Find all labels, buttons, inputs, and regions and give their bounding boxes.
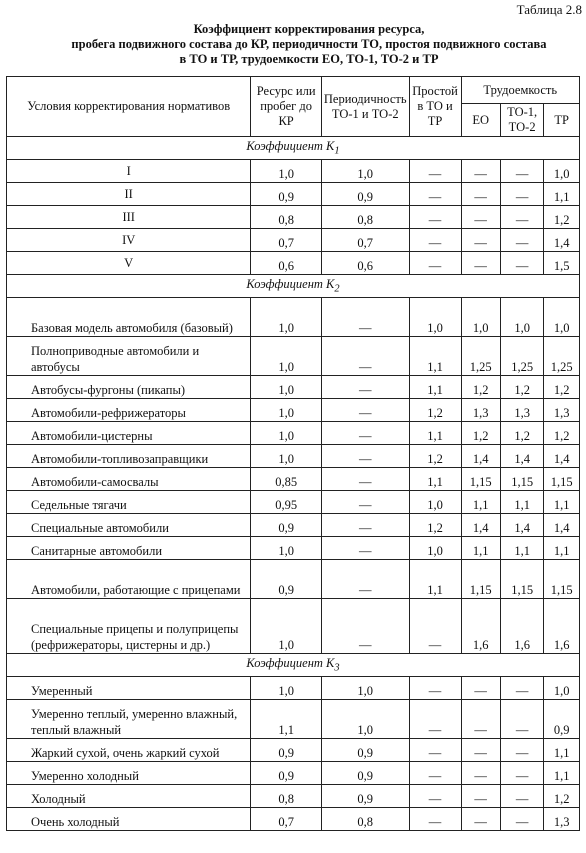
cell-tr: 1,2 — [544, 376, 580, 399]
cell-downtime: — — [409, 160, 461, 183]
header-downtime: Простой в ТО и ТР — [409, 77, 461, 137]
cell-downtime: — — [409, 229, 461, 252]
cell-tr: 1,1 — [544, 537, 580, 560]
row-label: Жаркий сухой, очень жаркий сухой — [7, 739, 251, 762]
cell-periodicity: 0,9 — [321, 762, 409, 785]
cell-to12: 1,25 — [500, 337, 544, 376]
table-row — [7, 677, 580, 700]
section-title: Коэффициент K — [246, 139, 335, 154]
cell-downtime: — — [409, 183, 461, 206]
cell-to12: 1,15 — [500, 468, 544, 491]
table-row — [7, 445, 580, 468]
cell-tr: 1,1 — [544, 739, 580, 762]
cell-to12: 1,4 — [500, 514, 544, 537]
cell-to12: — — [500, 785, 544, 808]
cell-downtime: — — [409, 677, 461, 700]
cell-downtime: 1,2 — [409, 514, 461, 537]
cell-eo: — — [461, 252, 500, 275]
cell-downtime: — — [409, 599, 461, 654]
table-row — [7, 206, 580, 229]
row-label: II — [7, 183, 251, 206]
cell-eo: 1,4 — [461, 514, 500, 537]
cell-tr: 0,9 — [544, 700, 580, 739]
cell-eo: 1,2 — [461, 376, 500, 399]
row-label: Автобусы-фургоны (пикапы) — [7, 376, 251, 399]
table-row — [7, 700, 580, 739]
cell-eo: 1,15 — [461, 560, 500, 599]
cell-to12: — — [500, 677, 544, 700]
table-row — [7, 298, 580, 337]
cell-periodicity: 0,6 — [321, 252, 409, 275]
header-eo: ЕО — [461, 104, 500, 137]
cell-resource: 0,9 — [251, 739, 322, 762]
table-row — [7, 337, 580, 376]
cell-resource: 1,0 — [251, 399, 322, 422]
cell-periodicity: 1,0 — [321, 677, 409, 700]
cell-tr: 1,2 — [544, 422, 580, 445]
cell-resource: 0,7 — [251, 229, 322, 252]
cell-periodicity: 0,9 — [321, 739, 409, 762]
cell-to12: — — [500, 183, 544, 206]
cell-downtime: — — [409, 762, 461, 785]
cell-to12: — — [500, 229, 544, 252]
cell-to12: 1,6 — [500, 599, 544, 654]
cell-downtime: 1,2 — [409, 399, 461, 422]
cell-downtime: — — [409, 739, 461, 762]
cell-downtime: 1,1 — [409, 422, 461, 445]
cell-eo: — — [461, 160, 500, 183]
cell-resource: 1,0 — [251, 298, 322, 337]
cell-resource: 0,85 — [251, 468, 322, 491]
cell-resource: 1,0 — [251, 677, 322, 700]
table-row — [7, 808, 580, 831]
cell-eo: 1,3 — [461, 399, 500, 422]
cell-tr: 1,3 — [544, 808, 580, 831]
cell-tr: 1,1 — [544, 491, 580, 514]
cell-periodicity: — — [321, 468, 409, 491]
cell-downtime: 1,1 — [409, 337, 461, 376]
row-label: I — [7, 160, 251, 183]
cell-to12: 1,2 — [500, 422, 544, 445]
coefficient-table — [6, 76, 580, 831]
section-title: Коэффициент K — [246, 277, 335, 292]
cell-periodicity: — — [321, 599, 409, 654]
cell-resource: 1,0 — [251, 537, 322, 560]
row-label: IV — [7, 229, 251, 252]
cell-tr: 1,4 — [544, 229, 580, 252]
cell-resource: 1,0 — [251, 160, 322, 183]
table-row — [7, 160, 580, 183]
section-subscript: 2 — [334, 283, 340, 295]
cell-resource: 0,9 — [251, 514, 322, 537]
row-label: Специальные прицепы и полуприцепы (рефрижераторы, цистерны и др.) — [7, 599, 251, 654]
table-row — [7, 599, 580, 654]
cell-eo: — — [461, 206, 500, 229]
cell-tr: 1,15 — [544, 468, 580, 491]
cell-eo: — — [461, 183, 500, 206]
cell-periodicity: — — [321, 422, 409, 445]
cell-downtime: 1,0 — [409, 298, 461, 337]
cell-periodicity: 0,7 — [321, 229, 409, 252]
row-label: Холодный — [7, 785, 251, 808]
cell-tr: 1,3 — [544, 399, 580, 422]
cell-downtime: 1,1 — [409, 468, 461, 491]
cell-resource: 0,9 — [251, 762, 322, 785]
table-row — [7, 537, 580, 560]
cell-resource: 0,8 — [251, 206, 322, 229]
table-row — [7, 252, 580, 275]
cell-tr: 1,6 — [544, 599, 580, 654]
cell-eo: 1,2 — [461, 422, 500, 445]
row-label: Специальные автомобили — [7, 514, 251, 537]
cell-downtime: — — [409, 206, 461, 229]
cell-to12: 1,3 — [500, 399, 544, 422]
cell-to12: — — [500, 160, 544, 183]
row-label: Умеренно холодный — [7, 762, 251, 785]
cell-tr: 1,2 — [544, 206, 580, 229]
row-label: III — [7, 206, 251, 229]
cell-resource: 1,0 — [251, 337, 322, 376]
cell-periodicity: — — [321, 491, 409, 514]
table-row — [7, 739, 580, 762]
cell-tr: 1,25 — [544, 337, 580, 376]
table-row — [7, 376, 580, 399]
cell-eo: 1,15 — [461, 468, 500, 491]
cell-eo: — — [461, 700, 500, 739]
cell-periodicity: — — [321, 560, 409, 599]
cell-tr: 1,1 — [544, 183, 580, 206]
cell-resource: 0,95 — [251, 491, 322, 514]
row-label: Умеренно теплый, умеренно влажный, теплый влажный — [7, 700, 251, 739]
table-number: Таблица 2.8 — [516, 2, 582, 17]
cell-tr: 1,15 — [544, 560, 580, 599]
cell-tr: 1,5 — [544, 252, 580, 275]
cell-periodicity: 0,9 — [321, 785, 409, 808]
title-line: Коэффициент корректирования ресурса, — [193, 22, 425, 36]
cell-tr: 1,0 — [544, 298, 580, 337]
cell-to12: 1,4 — [500, 445, 544, 468]
cell-eo: — — [461, 677, 500, 700]
cell-periodicity: 0,8 — [321, 808, 409, 831]
cell-to12: — — [500, 808, 544, 831]
cell-periodicity: — — [321, 337, 409, 376]
cell-resource: 1,1 — [251, 700, 322, 739]
cell-periodicity: — — [321, 445, 409, 468]
cell-eo: 1,0 — [461, 298, 500, 337]
section-heading — [7, 654, 580, 677]
cell-resource: 1,0 — [251, 445, 322, 468]
row-label: Седельные тягачи — [7, 491, 251, 514]
table-row — [7, 560, 580, 599]
cell-eo: 1,4 — [461, 445, 500, 468]
cell-downtime: 1,1 — [409, 560, 461, 599]
header-conditions: Условия корректирования нормативов — [7, 77, 251, 137]
row-label: Автомобили, работающие с прицепами — [7, 560, 251, 599]
cell-tr: 1,4 — [544, 445, 580, 468]
row-label: Умеренный — [7, 677, 251, 700]
cell-eo: 1,1 — [461, 491, 500, 514]
cell-resource: 1,0 — [251, 422, 322, 445]
title-line: в ТО и ТР, трудоемкости ЕО, ТО-1, ТО-2 и ТР — [179, 52, 439, 66]
cell-to12: — — [500, 762, 544, 785]
cell-eo: 1,6 — [461, 599, 500, 654]
cell-periodicity: — — [321, 537, 409, 560]
cell-tr: 1,0 — [544, 160, 580, 183]
section-heading — [7, 275, 580, 298]
row-label: Базовая модель автомобиля (базовый) — [7, 298, 251, 337]
cell-resource: 0,6 — [251, 252, 322, 275]
cell-to12: 1,15 — [500, 560, 544, 599]
cell-downtime: — — [409, 252, 461, 275]
cell-downtime: — — [409, 808, 461, 831]
cell-downtime: 1,0 — [409, 537, 461, 560]
table-row — [7, 422, 580, 445]
cell-downtime: — — [409, 785, 461, 808]
cell-periodicity: — — [321, 298, 409, 337]
cell-tr: 1,1 — [544, 762, 580, 785]
cell-resource: 0,8 — [251, 785, 322, 808]
cell-periodicity: 1,0 — [321, 160, 409, 183]
row-label: Автомобили-топливозаправщики — [7, 445, 251, 468]
cell-resource: 0,9 — [251, 183, 322, 206]
cell-to12: 1,0 — [500, 298, 544, 337]
cell-tr: 1,0 — [544, 677, 580, 700]
cell-to12: 1,2 — [500, 376, 544, 399]
table-title — [40, 22, 578, 67]
cell-periodicity: — — [321, 514, 409, 537]
cell-tr: 1,4 — [544, 514, 580, 537]
header-tr: ТР — [544, 104, 580, 137]
cell-eo: 1,1 — [461, 537, 500, 560]
cell-periodicity: 0,9 — [321, 183, 409, 206]
cell-eo: — — [461, 229, 500, 252]
cell-to12: — — [500, 700, 544, 739]
section-heading — [7, 137, 580, 160]
cell-resource: 0,9 — [251, 560, 322, 599]
table-row — [7, 762, 580, 785]
table-row — [7, 229, 580, 252]
cell-periodicity: 1,0 — [321, 700, 409, 739]
row-label: Автомобили-цистерны — [7, 422, 251, 445]
row-label: Санитарные автомобили — [7, 537, 251, 560]
section-title: Коэффициент K — [246, 656, 335, 671]
title-line: пробега подвижного состава до КР, периодичности ТО, простоя подвижного состава — [71, 37, 547, 51]
cell-periodicity: — — [321, 399, 409, 422]
row-label: Полноприводные автомобили и автобусы — [7, 337, 251, 376]
table-row — [7, 468, 580, 491]
cell-tr: 1,2 — [544, 785, 580, 808]
cell-resource: 0,7 — [251, 808, 322, 831]
cell-to12: 1,1 — [500, 491, 544, 514]
table-row — [7, 183, 580, 206]
cell-eo: — — [461, 762, 500, 785]
cell-eo: — — [461, 739, 500, 762]
header-resource: Ресурс или пробег до КР — [251, 77, 322, 137]
section-subscript: 1 — [334, 145, 340, 157]
cell-resource: 1,0 — [251, 376, 322, 399]
cell-eo: — — [461, 808, 500, 831]
cell-to12: — — [500, 252, 544, 275]
row-label: V — [7, 252, 251, 275]
cell-to12: 1,1 — [500, 537, 544, 560]
table-row — [7, 491, 580, 514]
cell-resource: 1,0 — [251, 599, 322, 654]
table-row — [7, 399, 580, 422]
cell-downtime: 1,1 — [409, 376, 461, 399]
header-periodicity: Периодичность ТО-1 и ТО-2 — [321, 77, 409, 137]
cell-downtime: — — [409, 700, 461, 739]
cell-periodicity: 0,8 — [321, 206, 409, 229]
cell-eo: — — [461, 785, 500, 808]
cell-to12: — — [500, 206, 544, 229]
row-label: Автомобили-рефрижераторы — [7, 399, 251, 422]
cell-downtime: 1,2 — [409, 445, 461, 468]
cell-periodicity: — — [321, 376, 409, 399]
table-row — [7, 785, 580, 808]
section-subscript: 3 — [334, 662, 340, 674]
cell-eo: 1,25 — [461, 337, 500, 376]
cell-downtime: 1,0 — [409, 491, 461, 514]
header-to12: ТО-1, ТО-2 — [500, 104, 544, 137]
table-row — [7, 514, 580, 537]
row-label: Автомобили-самосвалы — [7, 468, 251, 491]
header-labor: Трудоемкость — [461, 77, 580, 104]
row-label: Очень холодный — [7, 808, 251, 831]
cell-to12: — — [500, 739, 544, 762]
